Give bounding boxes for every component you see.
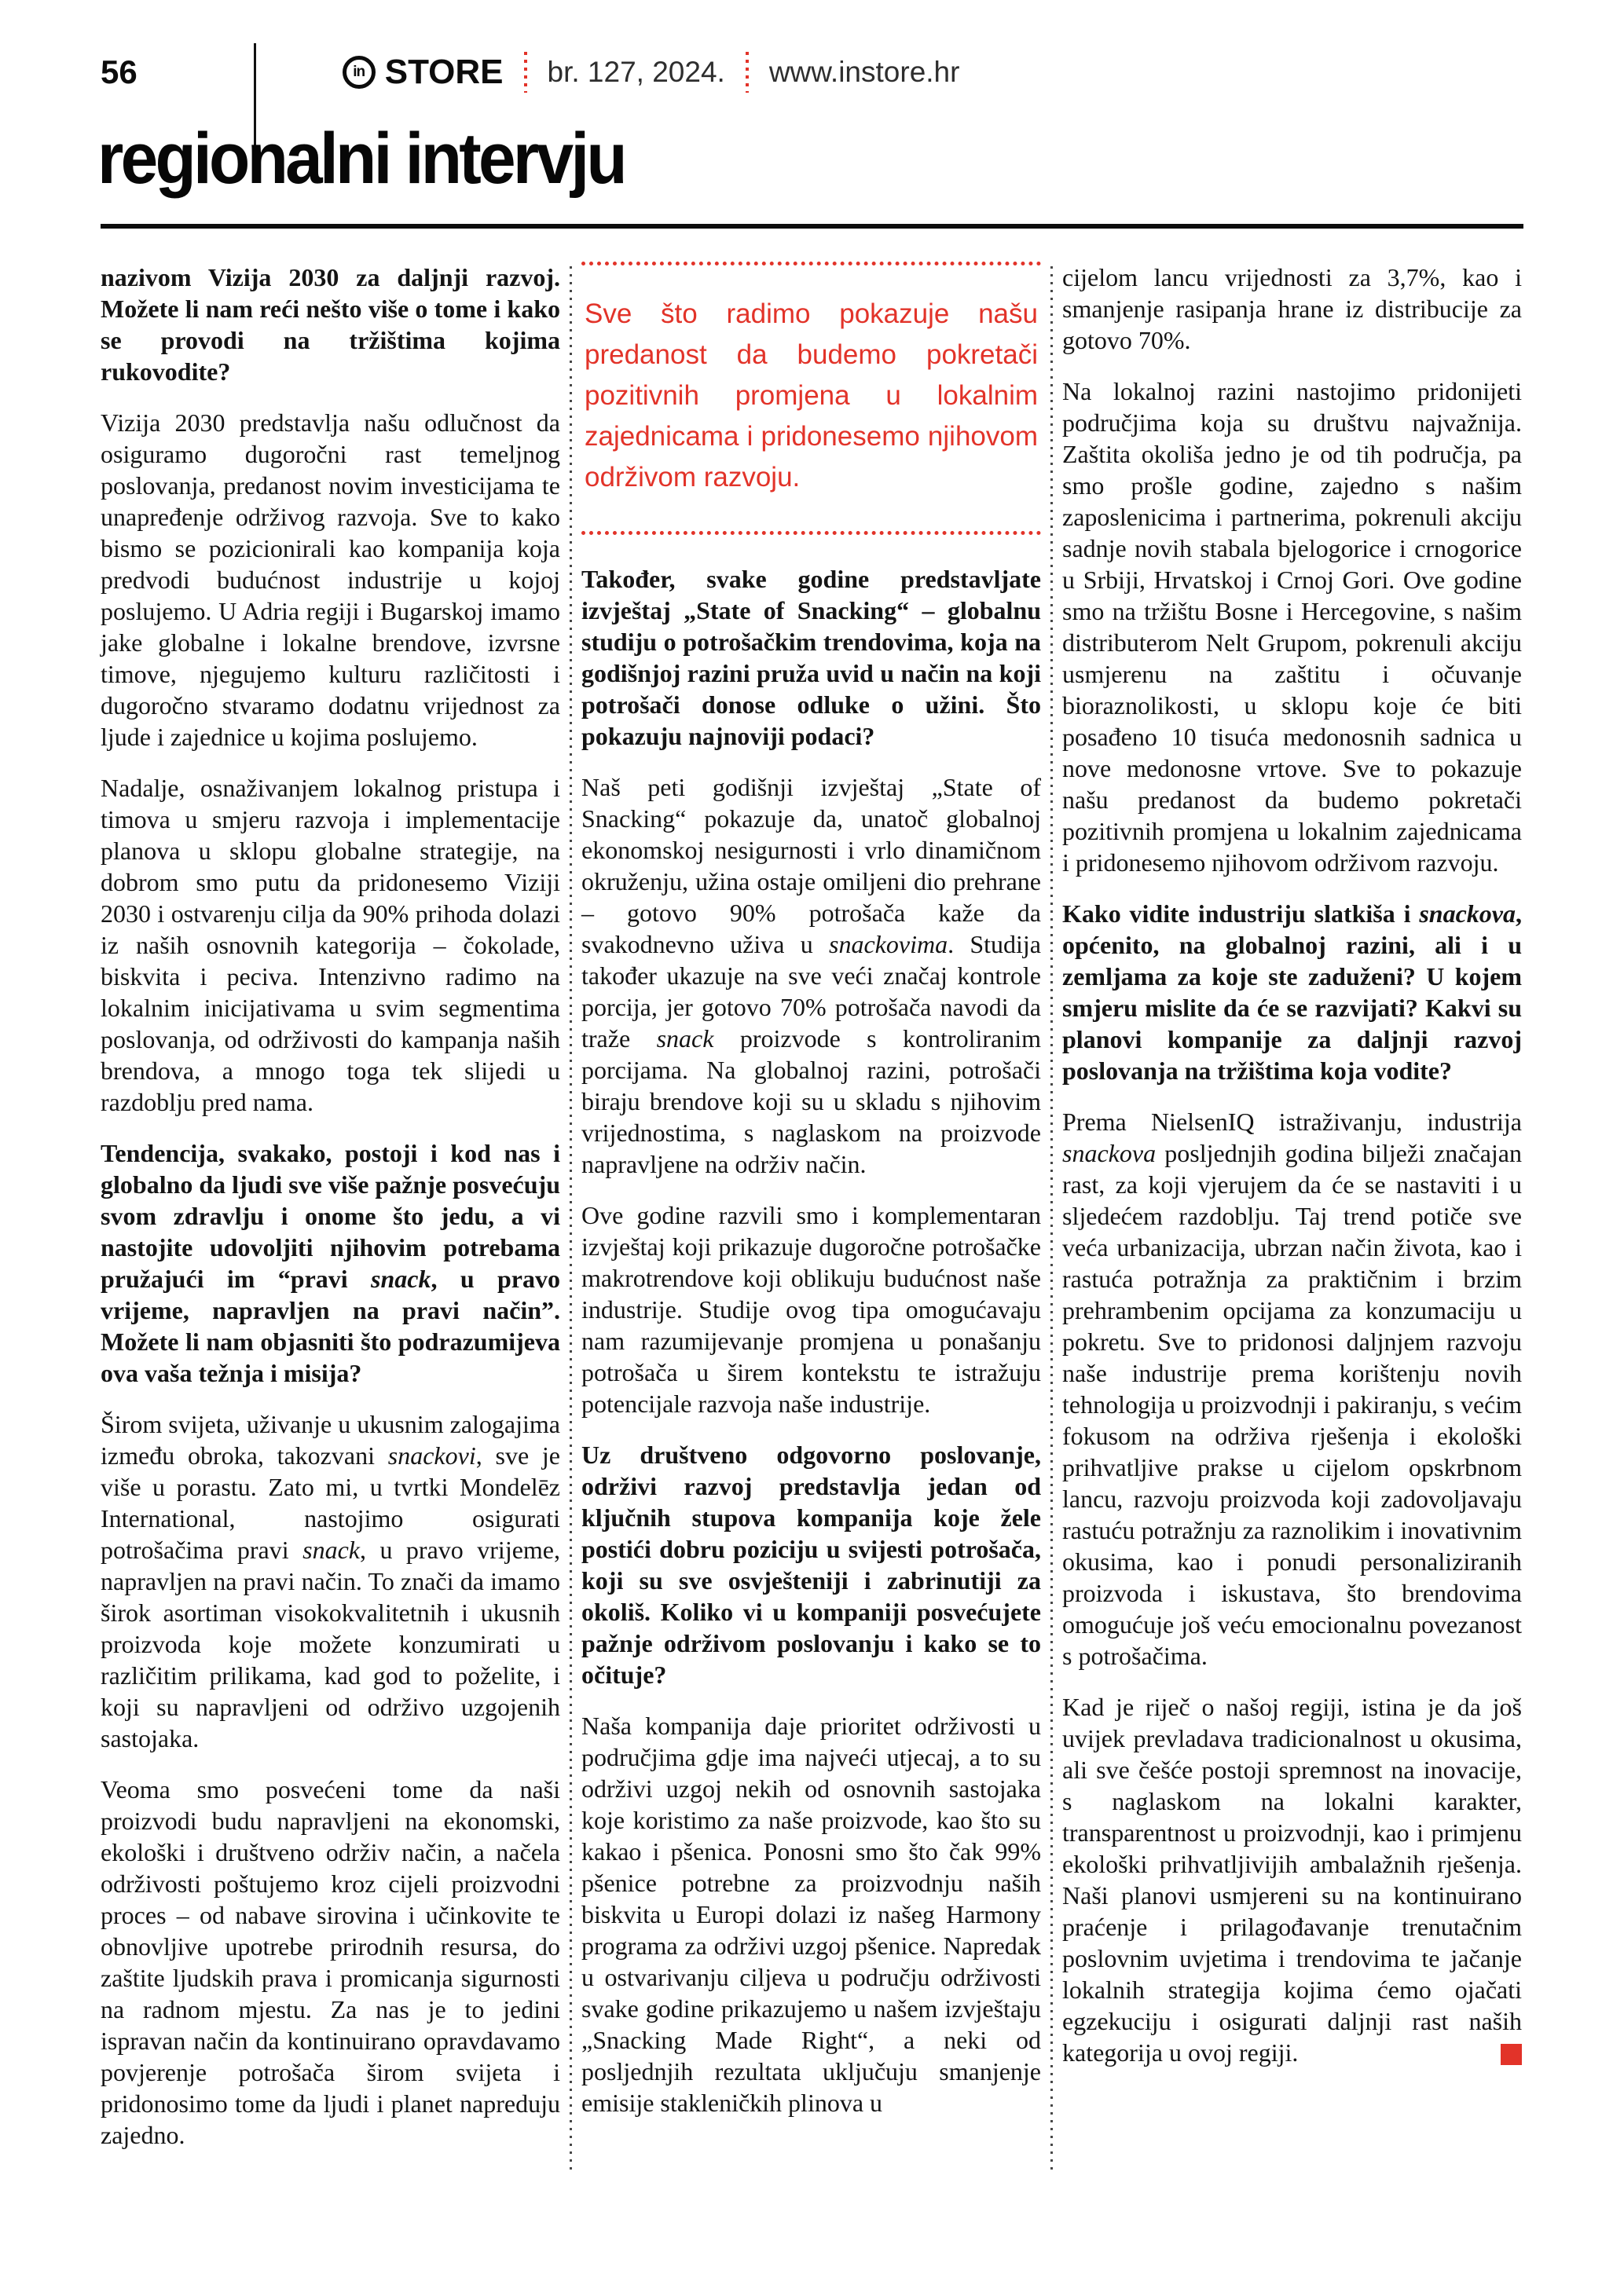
column-1: [101, 262, 560, 2170]
answer-paragraph: Prema NielsenIQ istraživanju, industrija snackova posljednjih godina bilježi značajan rast, za koji vjerujem da će se nastaviti i u sljedećem razdoblju. Taj trend potiče sve veća urbanizacija, ubrzan način života, kao i rastuća potražnja za praktičnim i brzim prehrambenim opcijama za konzumaciju u pokretu. Sve to pridonosi daljnjem razvoju naše industrije prema korištenju novih tehnologija u proizvodnji i pakiranju, s većim fokusom na održiva rješenja i ekološki prihvatljive prakse u cijelom opskrbnom lancu, razvoju proizvoda koji zadovoljavaju rastuću potražnju za raznolikim i inovativnim okusima, kao i ponudi personaliziranih proizvoda i iskustava, što brendovima omogućuje još veću emocionalnu povezanost s potrošačima.: [1062, 1108, 1522, 1670]
article-end-mark: [1501, 2044, 1522, 2065]
red-dotted-separator-icon: [524, 52, 527, 93]
question-paragraph: Tendencija, svakako, postoji i kod nas i globalno da ljudi sve više pažnje posvećuju svom zdravlju i onome što jedu, a vi nastojite udovoljiti njihovim potrebama pružajući im “pravi snack, u pravo vrijeme, napravljen na pravi način”. Možete li nam objasniti što podrazumijeva ova vaša težnja i misija?: [101, 1139, 561, 1387]
answer-paragraph: Naš peti godišnji izvještaj „State of Snacking“ pokazuje da, unatoč globalnoj ekonomskoj nesigurnosti i vrlo dinamičnom okruženju, užina ostaje omiljeni dio prehrane – gotovo 90% potrošača kaže da svakodnevno uživa u snackovima. Studija također ukazuje na sve veći značaj kontrole porcija, jer gotovo 70% potrošača navodi da traže snack proizvode s kontroliranim porcijama. Na globalnoj razini, potrošači biraju brendove koji su u skladu s njihovim vrijednostima, s naglaskom na proizvode napravljene na održiv način.: [581, 773, 1042, 1178]
answer-paragraph: Na lokalnoj razini nastojimo pridonijeti područjima koja su društvu najvažnija. Zaštita okoliša jedno je od tih područja, pa smo prošle godine, zajedno s našim zaposlenicima i partnerima, pokrenuli akciju sadnje novih stabala bjelogorice i crnogorice u Srbiji, Hrvatskoj i Crnoj Gori. Ove godine smo na tržištu Bosne i Hercegovine, s našim distributerom Nelt Grupom, pokrenuli akciju usmjerenu na zaštitu i očuvanje bioraznolikosti, u sklopu koje će biti posađeno 10 tisuća medonosnih sadnica u nove medonosne vrtove. Sve to pokazuje našu predanost da budemo pokretači pozitivnih promjena u lokalnim zajednicama i pridonesemo njihovom održivom razvoju.: [1062, 377, 1522, 877]
magazine-name: STORE: [384, 53, 504, 91]
question-paragraph: nazivom Vizija 2030 za daljnji razvoj. Možete li nam reći nešto više o tome i kako se provodi na tržištima kojima rukovodite?: [101, 263, 560, 386]
answer-paragraph: cijelom lancu vrijednosti za 3,7%, kao i smanjenje rasipanja hrane iz distribucije za gotovo 70%.: [1062, 263, 1522, 354]
section-title: regionalni intervju: [97, 119, 625, 199]
answer-paragraph: Naša kompanija daje prioritet održivosti u područjima gdje ima najveći utjecaj, a to su održivi uzgoj nekih od osnovnih sastojaka koje koristimo za naše proizvode, kao što su kakao i pšenica. Ponosni smo što čak 99% pšenice potrebne za proizvodnju naših biskvita u Europi dolazi iz našeg Harmony programa za održivi uzgoj pšenice. Napredak u ostvarivanju ciljeva u području održivosti svake godine prikazujemo u našem izvještaju „Snacking Made Right“, a neki od posljednjih rezultata uključuju smanjenje emisije stakleničkih plinova u: [581, 1712, 1041, 2117]
red-dotted-separator-icon: [746, 52, 749, 93]
article-body: [101, 262, 1523, 2170]
title-rule: [101, 224, 1523, 229]
issue-label: br. 127, 2024.: [547, 56, 725, 88]
page-header: [101, 39, 1523, 105]
column-2-paragraphs: [581, 563, 1041, 2118]
question-paragraph: Uz društveno odgovorno poslovanje, održivi razvoj predstavlja jedan od ključnih stupova kompanija koje žele postići dobru poziciju u svijesti potrošača, koji su sve osvješteniji i zabrinutiji za okoliš. Koliko vi u kompaniji posvećujete pažnje održivom poslovanju i kako se to očituje?: [581, 1441, 1041, 1689]
column-separator: [570, 266, 572, 2170]
page-number: 56: [101, 53, 137, 90]
answer-paragraph: Ove godine razvili smo i komplementaran izvještaj koji prikazuje dugoročne potrošačke makrotrendove koji oblikuju budućnost naše industrije. Studije ovog tipa omogućavaju nam razumijevanje promjena u ponašanju potrošača u širem kontekstu te istražuju potencijale razvoja naše industrije.: [581, 1201, 1041, 1418]
question-paragraph: Kako vidite industriju slatkiša i snackova, općenito, na globalnoj razini, ali i u zemljama za koje ste zaduženi? U kojem smjeru mislite da će se razvijati? Kakvi su planovi kompanije za daljnji razvoj poslovanja na tržištima koja vodite?: [1062, 899, 1522, 1085]
answer-paragraph: Veoma smo posvećeni tome da naši proizvodi budu napravljeni na ekonomski, ekološki i društveno održiv način, a načela održivosti poštujemo kroz cijeli proizvodni proces – od nabave sirovina i učinkovite te obnovljive upotrebe prirodnih resursa, do zaštite ljudskih prava i promicanja sigurnosti na radnom mjestu. Za nas je to jedini ispravan način da kontinuirano opravdavamo povjerenje potrošača širom svijeta i pridonosimo tome da ljudi i planet napreduju zajedno.: [101, 1775, 560, 2149]
question-paragraph: Također, svake godine predstavljate izvještaj „State of Snacking“ – globalnu studiju o potrošačkim trendovima, koja na godišnjoj razini pruža uvid u način na koji potrošači donose odluke o užini. Što pokazuju najnoviji podaci?: [581, 565, 1041, 750]
column-separator: [1050, 266, 1053, 2170]
magazine-logo: [343, 52, 960, 93]
column-2: [581, 262, 1041, 2170]
answer-paragraph: Širom svijeta, uživanje u ukusnim zalogajima između obroka, takozvani snackovi, sve je više u porastu. Zato mi, u tvrtki Mondelēz International, nastojimo osigurati potrošačima pravi snack, u pravo vrijeme, napravljen na pravi način. To znači da imamo širok asortiman visokokvalitetnih i ukusnih proizvoda koje možete konzumirati u različitim prilikama, kad god to poželite, i koji su napravljeni od održivo uzgojenih sastojaka.: [101, 1410, 561, 1752]
pull-quote: Sve što radimo pokazuje našu predanost da budemo pokretači pozitivnih promjena u lokalnim zajednicama i pridonesemo njihovom održivom razvoju.: [581, 262, 1041, 535]
website-link[interactable]: www.instore.hr: [768, 56, 960, 88]
answer-paragraph: Kad je riječ o našoj regiji, istina je da još uvijek prevladava tradicionalnost u okusima, ali sve češće postoji spremnost na inovacije, s naglaskom na lokalni karakter, transparentnost u proizvodnji, kao i primjenu ekološki prihvatljivijih ambalažnih rješenja. Naši planovi usmjereni su na kontinuirano praćenje i prilagođavanje trenutačnim poslovnim uvjetima i trendovima te jačanje lokalnih strategija kojima ćemo ojačati egzekuciju i osigurati daljnji rast naših kategorija u ovoj regiji.: [1062, 1693, 1522, 2067]
answer-paragraph: Nadalje, osnaživanjem lokalnog pristupa i timova u smjeru razvoja i implementacije planova u sklopu globalne strategije, na dobrom smo putu da pridonesemo Viziji 2030 i ostvarenju cilja da 90% prihoda dolazi iz naših osnovnih kategorija – čokolade, biskvita i peciva. Intenzivno radimo na lokalnim inicijativama u svim segmentima poslovanja, od održivosti do kampanja naših brendova, a mnogo toga tek slijedi u razdoblju pred nama.: [101, 774, 560, 1116]
instore-logo-icon: in: [343, 56, 376, 89]
answer-paragraph: Vizija 2030 predstavlja našu odlučnost da osiguramo dugoročni rast temeljnog poslovanja, predanost novim investicijama te unapređenje održivog razvoja. Sve to kako bismo se pozicionirali kao kompanija koja predvodi budućnost industrije u kojoj poslujemo. U Adria regiji i Bugarskoj imamo jake globalne i lokalne brendove, izvrsne timove, njegujemo kulturu različitosti i dugoročno stvaramo dodatnu vrijednost za ljude i zajednice u kojima poslujemo.: [101, 408, 560, 751]
column-3: [1062, 262, 1522, 2170]
